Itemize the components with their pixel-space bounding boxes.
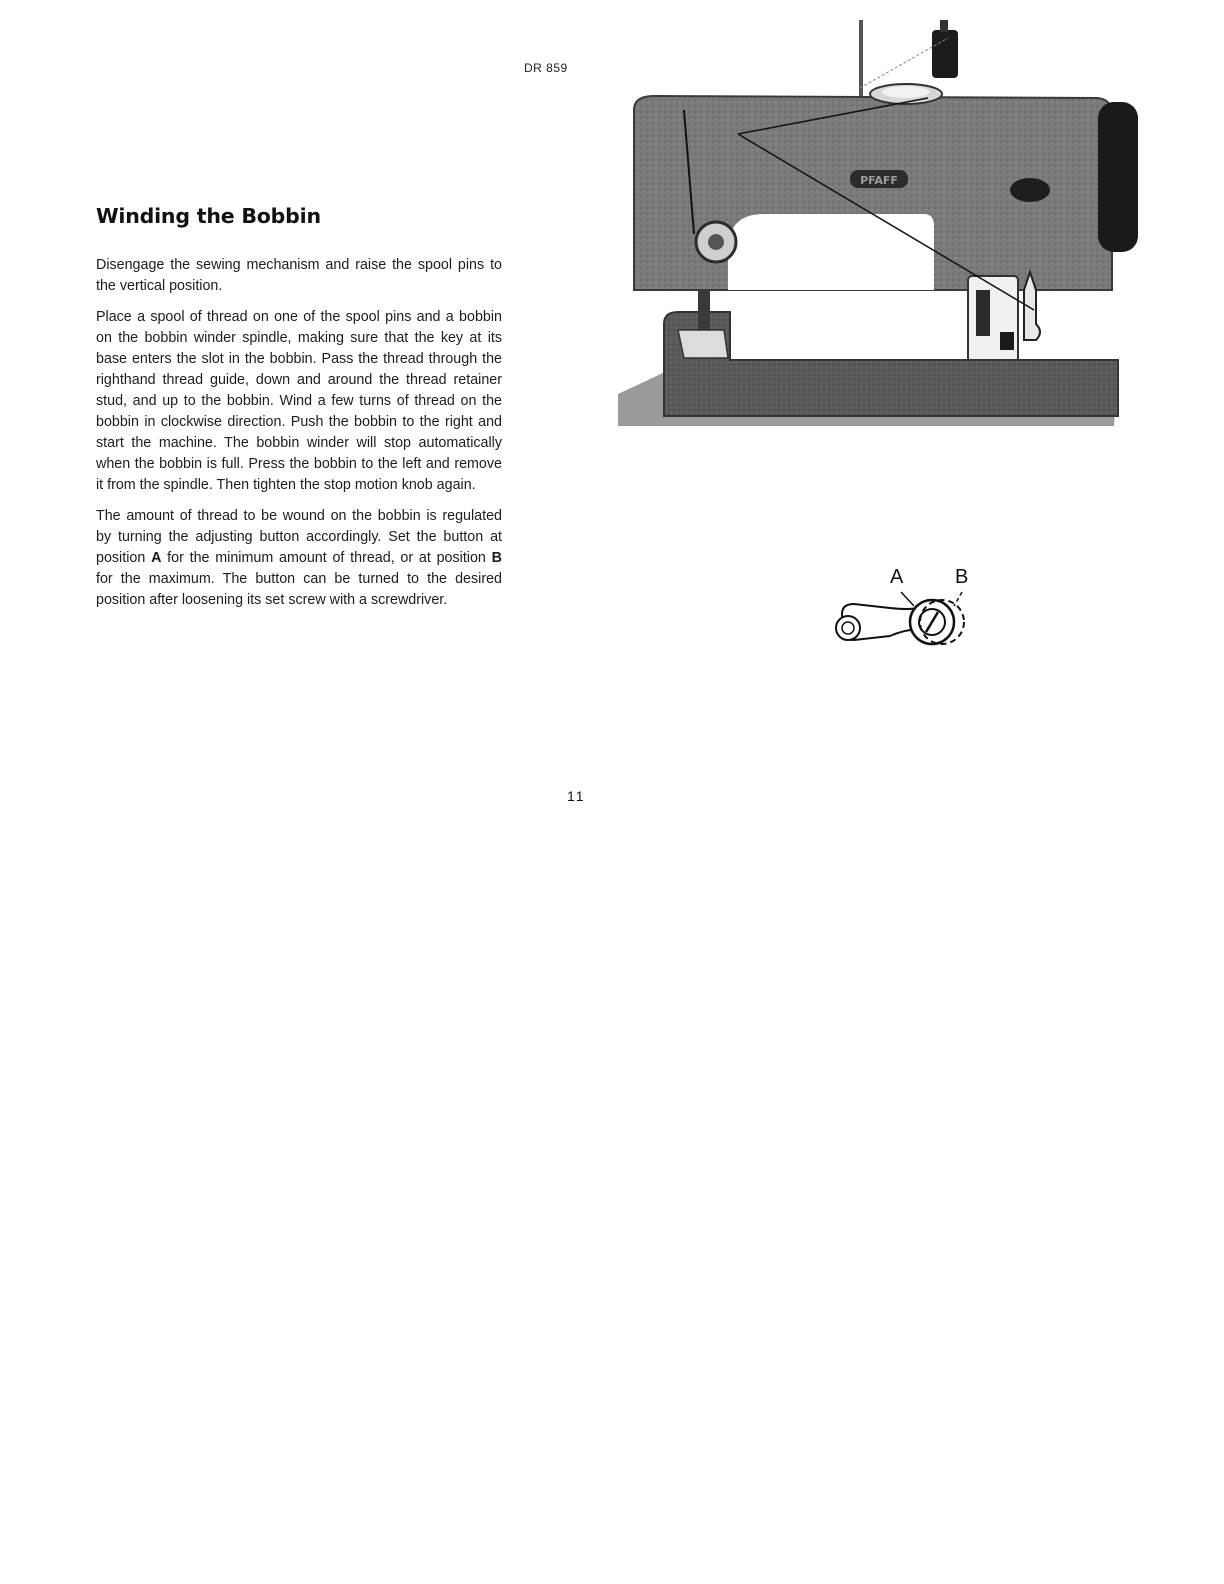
paragraph-thread-amount-part3: for the maximum. The button can be turned to the desired position after loosening its set screw with a screwdriver.: [96, 571, 502, 608]
position-b-label: B: [491, 550, 502, 566]
diagram-label-b: B: [955, 566, 969, 588]
page-title: Winding the Bobbin: [96, 204, 321, 228]
paragraph-thread-amount-part2: for the minimum amount of thread, or at position: [161, 550, 492, 566]
paragraph-thread-amount: [96, 506, 502, 611]
page-number: 11: [567, 788, 586, 804]
paragraph-thread-amount-part1: The amount of thread to be wound on the bobbin is regulated by turning the adjusting button accordingly. Set the button at position: [96, 508, 502, 566]
brand-plate-text: PFAFF: [860, 174, 898, 187]
document-code: DR 859: [524, 61, 568, 75]
paragraph-winding-steps: Place a spool of thread on one of the spool pins and a bobbin on the bobbin winder spindle, making sure that the key at its base enters the slot in the bobbin. Pass the thread through the righthand thread guide, down and around the thread retainer stud, and up to the bobbin. Wind a few turns of thread on the bobbin in clockwise direction. Push the bobbin to the right and start the machine. The bobbin winder will stop automatically when the bobbin is full. Press the bobbin to the left and remove it from the spindle. Then tighten the stop motion knob again.: [96, 309, 502, 493]
position-a-label: A: [151, 550, 162, 566]
sewing-machine-photo: [598, 14, 1158, 434]
diagram-label-a: A: [890, 566, 904, 588]
instructions-text: [96, 255, 502, 621]
paragraph-disengage: Disengage the sewing mechanism and raise the spool pins to the vertical position.: [96, 257, 502, 294]
